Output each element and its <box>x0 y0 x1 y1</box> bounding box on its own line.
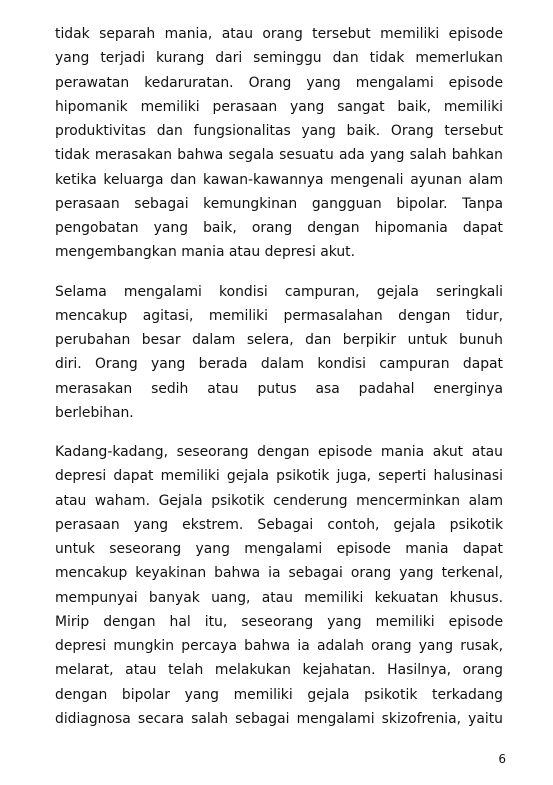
text-line: depresi dapat memiliki gejala psikotik juga, seperti halusinasi <box>55 468 503 485</box>
text-line: atau waham. Gejala psikotik cenderung mencerminkan alam <box>55 492 503 509</box>
text-line: Mirip dengan hal itu, seseorang yang memiliki episode <box>55 613 503 630</box>
text-line: mengembangkan mania atau depresi akut. <box>55 244 356 261</box>
text-line: yang terjadi kurang dari seminggu dan tidak memerlukan <box>55 50 503 67</box>
paragraph <box>55 440 503 731</box>
text-line: pengobatan yang baik, orang dengan hipomania dapat <box>55 220 503 236</box>
paragraph <box>55 22 503 265</box>
text-line: produktivitas dan fungsionalitas yang baik. Orang tersebut <box>55 123 503 139</box>
text-line: perubahan besar dalam selera, dan berpikir untuk bunuh <box>55 332 503 348</box>
text-line: Selama mengalami kondisi campuran, gejala seringkali <box>55 283 503 300</box>
text-line: depresi mungkin percaya bahwa ia adalah orang yang rusak, <box>55 638 503 654</box>
text-line: merasakan sedih atau putus asa padahal energinya <box>55 380 503 397</box>
page-number: 6 <box>498 752 506 766</box>
text-line: dengan bipolar yang memiliki gejala psikotik terkadang <box>55 686 503 703</box>
paragraph <box>55 280 503 426</box>
text-line: ketika keluarga dan kawan-kawannya mengenali ayunan alam <box>55 171 503 188</box>
paragraph-gap <box>55 425 503 440</box>
text-line: untuk seseorang yang mengalami episode mania dapat <box>55 541 503 557</box>
text-line: hipomanik memiliki perasaan yang sangat baik, memiliki <box>55 98 503 115</box>
text-line: perasaan yang ekstrem. Sebagai contoh, gejala psikotik <box>55 516 503 533</box>
paragraph-gap <box>55 265 503 280</box>
text-line: diri. Orang yang berada dalam kondisi campuran dapat <box>55 356 503 373</box>
text-line: perasaan sebagai kemungkinan gangguan bipolar. Tanpa <box>55 195 503 212</box>
text-line: melarat, atau telah melakukan kejahatan. Hasilnya, orang <box>55 662 503 679</box>
text-line: mencakup keyakinan bahwa ia sebagai orang yang terkenal, <box>55 565 503 582</box>
text-line: mencakup agitasi, memiliki permasalahan dengan tidur, <box>55 307 503 324</box>
text-line: tidak merasakan bahwa segala sesuatu ada yang salah bahkan <box>55 147 503 164</box>
text-line: berlebihan. <box>55 404 134 421</box>
text-line: perawatan kedaruratan. Orang yang mengalami episode <box>55 74 503 91</box>
text-line: tidak separah mania, atau orang tersebut memiliki episode <box>55 26 503 42</box>
text-line: mempunyai banyak uang, atau memiliki kekuatan khusus. <box>55 589 503 606</box>
text-line: didiagnosa secara salah sebagai mengalami skizofrenia, yaitu <box>55 710 503 727</box>
body-text <box>55 22 503 731</box>
text-line: Kadang-kadang, seseorang dengan episode mania akut atau <box>55 444 503 460</box>
